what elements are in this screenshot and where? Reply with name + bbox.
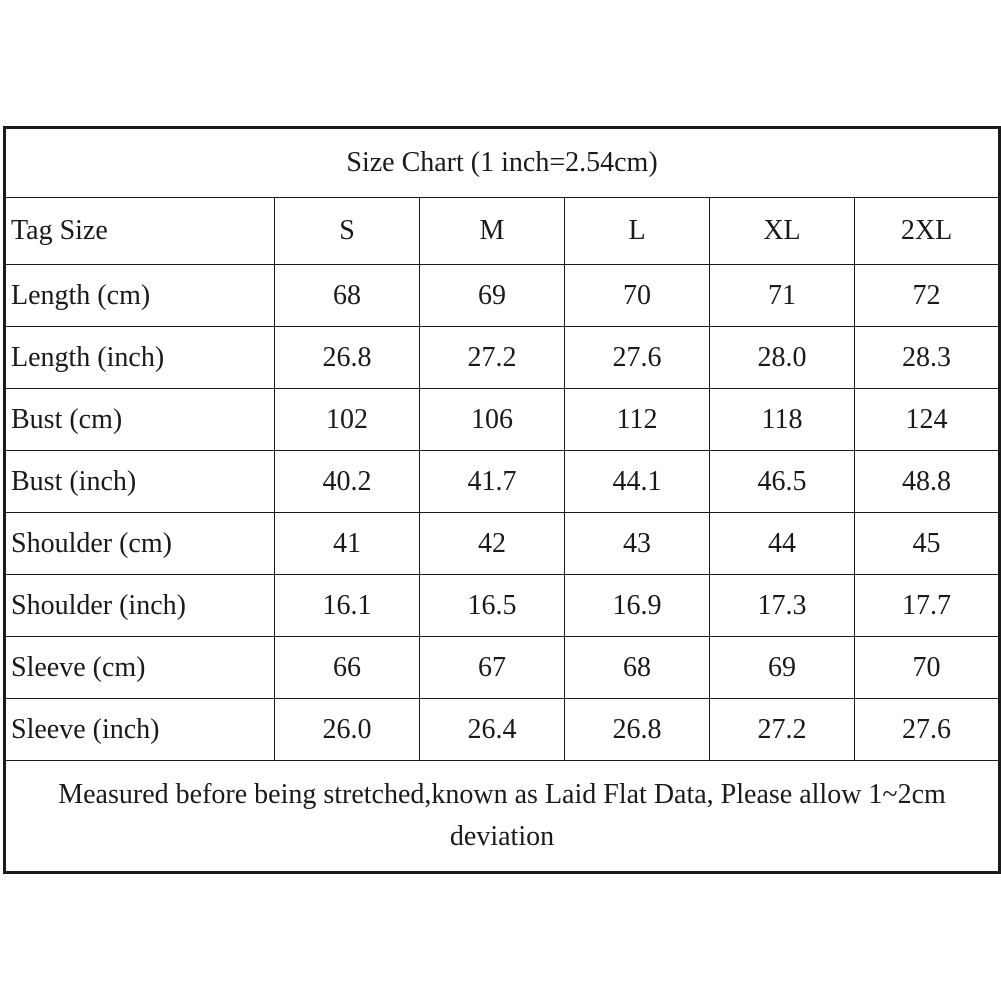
row-label: Bust (inch) (5, 451, 275, 513)
table-cell: 69 (420, 265, 565, 327)
table-cell: 27.2 (710, 699, 855, 761)
size-header-m: M (420, 198, 565, 265)
table-row (5, 451, 1000, 513)
size-header-s: S (275, 198, 420, 265)
row-label: Sleeve (cm) (5, 637, 275, 699)
table-cell: 46.5 (710, 451, 855, 513)
table-cell: 72 (855, 265, 1000, 327)
title-row (5, 128, 1000, 198)
table-cell: 112 (565, 389, 710, 451)
table-cell: 124 (855, 389, 1000, 451)
table-cell: 69 (710, 637, 855, 699)
table-cell: 106 (420, 389, 565, 451)
table-row (5, 389, 1000, 451)
table-row (5, 699, 1000, 761)
table-cell: 40.2 (275, 451, 420, 513)
table-cell: 28.0 (710, 327, 855, 389)
table-cell: 71 (710, 265, 855, 327)
table-row (5, 327, 1000, 389)
table-cell: 43 (565, 513, 710, 575)
note-row (5, 761, 1000, 873)
table-cell: 70 (565, 265, 710, 327)
table-cell: 44 (710, 513, 855, 575)
table-cell: 26.8 (275, 327, 420, 389)
table-cell: 41 (275, 513, 420, 575)
table-cell: 26.0 (275, 699, 420, 761)
table-cell: 26.4 (420, 699, 565, 761)
tag-size-label: Tag Size (5, 198, 275, 265)
table-row (5, 513, 1000, 575)
table-cell: 66 (275, 637, 420, 699)
table-cell: 68 (565, 637, 710, 699)
size-chart-title: Size Chart (1 inch=2.54cm) (5, 128, 1000, 198)
table-cell: 17.3 (710, 575, 855, 637)
header-row (5, 198, 1000, 265)
table-cell: 16.9 (565, 575, 710, 637)
row-label: Shoulder (cm) (5, 513, 275, 575)
size-header-2xl: 2XL (855, 198, 1000, 265)
table-cell: 45 (855, 513, 1000, 575)
table-cell: 102 (275, 389, 420, 451)
table-cell: 67 (420, 637, 565, 699)
table-cell: 42 (420, 513, 565, 575)
table-cell: 41.7 (420, 451, 565, 513)
table-cell: 28.3 (855, 327, 1000, 389)
table-cell: 16.5 (420, 575, 565, 637)
table-row (5, 637, 1000, 699)
table-cell: 27.6 (855, 699, 1000, 761)
row-label: Length (inch) (5, 327, 275, 389)
table-cell: 68 (275, 265, 420, 327)
table-cell: 27.6 (565, 327, 710, 389)
table-cell: 70 (855, 637, 1000, 699)
table-cell: 44.1 (565, 451, 710, 513)
measurement-note: Measured before being stretched,known as Laid Flat Data, Please allow 1~2cm deviation (5, 761, 1000, 873)
size-chart-table (3, 126, 1001, 874)
size-header-l: L (565, 198, 710, 265)
row-label: Shoulder (inch) (5, 575, 275, 637)
table-cell: 48.8 (855, 451, 1000, 513)
row-label: Bust (cm) (5, 389, 275, 451)
table-cell: 16.1 (275, 575, 420, 637)
row-label: Sleeve (inch) (5, 699, 275, 761)
table-row (5, 575, 1000, 637)
table-cell: 118 (710, 389, 855, 451)
size-header-xl: XL (710, 198, 855, 265)
table-cell: 17.7 (855, 575, 1000, 637)
row-label: Length (cm) (5, 265, 275, 327)
table-cell: 26.8 (565, 699, 710, 761)
table-row (5, 265, 1000, 327)
table-cell: 27.2 (420, 327, 565, 389)
